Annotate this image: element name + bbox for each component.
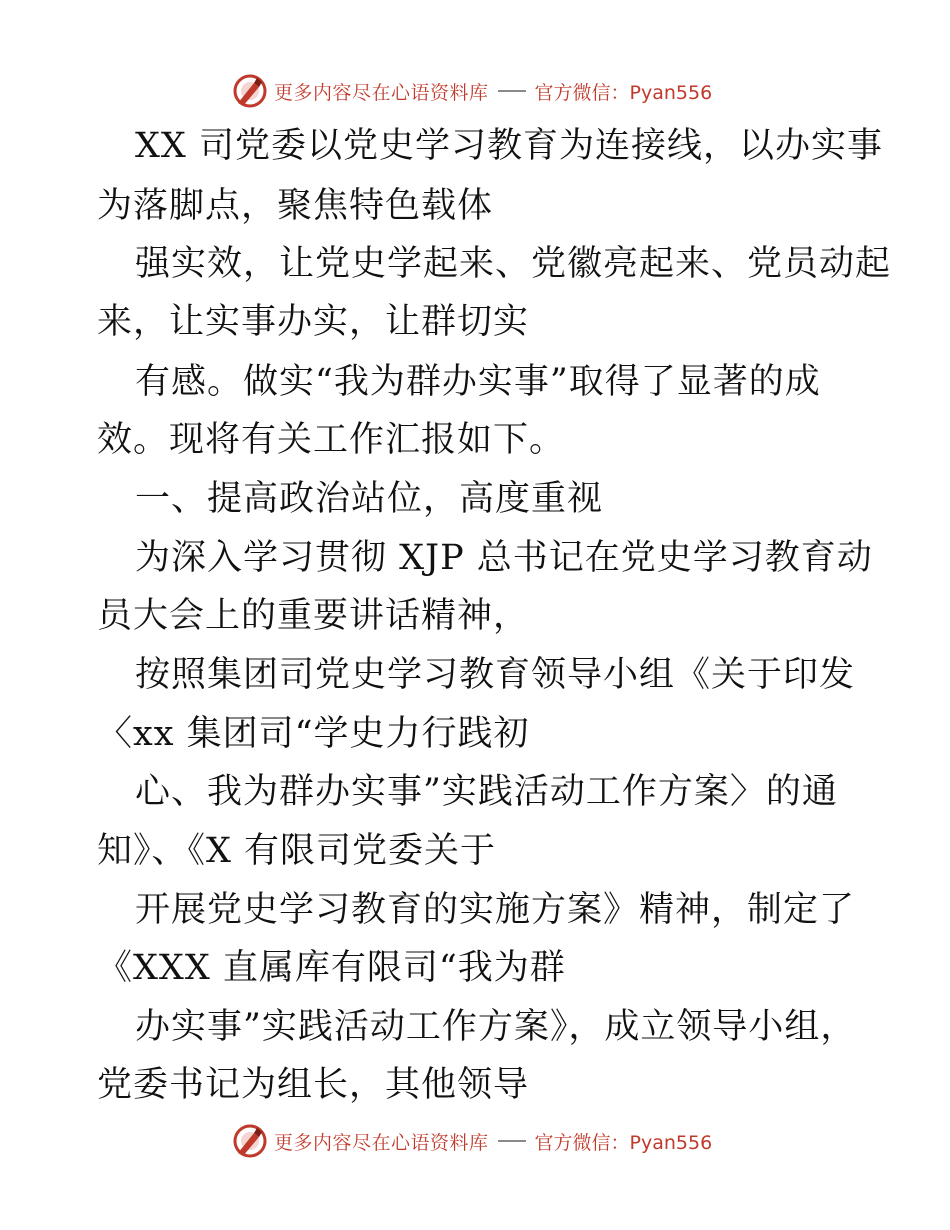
footer-banner bbox=[232, 1121, 712, 1161]
paragraph-line: 开展党史学习教育的实施方案》精神，制定了 bbox=[135, 890, 856, 930]
footer-banner-divider bbox=[498, 1140, 526, 1142]
pen-logo-icon bbox=[232, 73, 268, 109]
paragraph-line: 为落脚点，聚焦特色载体 bbox=[97, 186, 494, 226]
paragraph-line: 党委书记为组长，其他领导 bbox=[97, 1065, 530, 1105]
footer-banner-text: 更多内容尽在心语资料库 bbox=[274, 1131, 489, 1154]
header-banner-divider bbox=[498, 90, 526, 92]
header-banner bbox=[232, 71, 712, 111]
paragraph-line: 办实事”实践活动工作方案》，成立领导小组， bbox=[135, 1007, 857, 1047]
header-banner-account: 官方微信：Pyan556 bbox=[534, 81, 713, 104]
paragraph-line: 效。现将有关工作汇报如下。 bbox=[97, 420, 566, 460]
paragraph-line: 员大会上的重要讲话精神， bbox=[97, 596, 530, 636]
paragraph-line: 为深入学习贯彻 XJP 总书记在党史学习教育动 bbox=[135, 538, 873, 578]
paragraph-line: 《XXX 直属库有限司“我为群 bbox=[97, 948, 566, 988]
header-banner-text: 更多内容尽在心语资料库 bbox=[274, 81, 489, 104]
paragraph-line: XX 司党委以党史学习教育为连接线，以办实事 bbox=[135, 126, 883, 166]
footer-banner-account: 官方微信：Pyan556 bbox=[534, 1131, 713, 1154]
paragraph-line: 有感。做实“我为群办实事”取得了显著的成 bbox=[135, 362, 821, 402]
paragraph-line: 按照集团司党史学习教育领导小组《关于印发 bbox=[135, 655, 856, 695]
paragraph-line: 〈xx 集团司“学史力行践初 bbox=[97, 714, 530, 754]
paragraph-line: 知》、《X 有限司党委关于 bbox=[97, 831, 497, 871]
section-heading: 一、提高政治站位，高度重视 bbox=[135, 479, 604, 519]
paragraph-line: 强实效，让党史学起来、党徽亮起来、党员动起 bbox=[135, 244, 892, 284]
paragraph-line: 心、我为群办实事”实践活动工作方案〉的通 bbox=[135, 772, 838, 812]
pen-logo-icon bbox=[232, 1123, 268, 1159]
paragraph-line: 来，让实事办实，让群切实 bbox=[97, 302, 530, 342]
